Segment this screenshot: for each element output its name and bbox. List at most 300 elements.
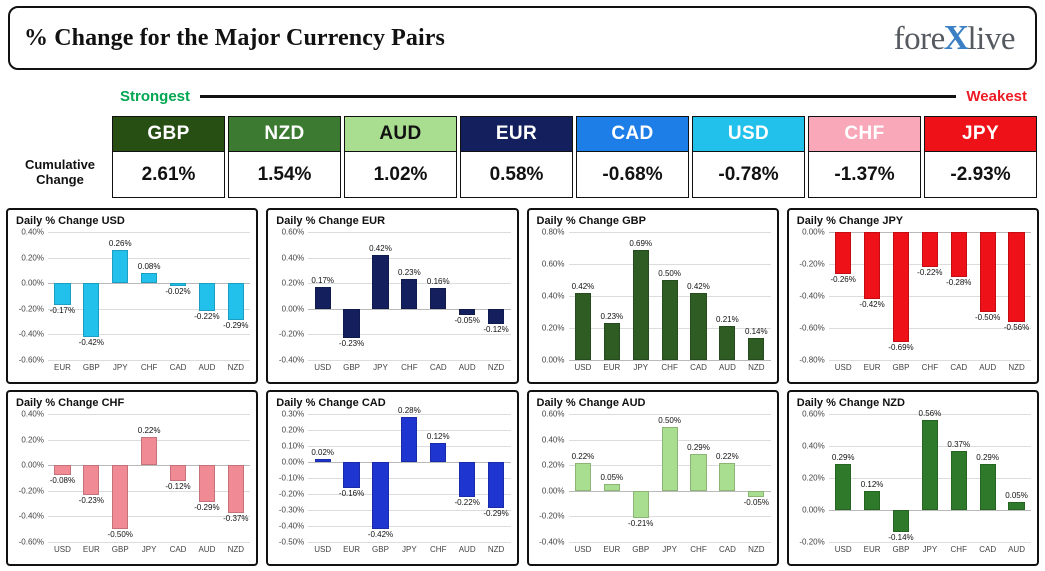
x-tick-label: CHF: [430, 545, 447, 554]
x-axis-labels: [48, 542, 250, 560]
y-tick-label: -0.40%: [278, 355, 305, 365]
y-axis-labels: [533, 227, 567, 365]
x-tick-label: EUR: [54, 363, 71, 372]
bar: [488, 462, 504, 508]
bar-slot: [424, 232, 453, 360]
x-tick-label: CAD: [429, 363, 447, 372]
cumulative-value-chf: -1.37%: [808, 152, 921, 198]
y-tick-label: -0.60%: [18, 537, 44, 547]
bar: [315, 459, 331, 462]
bar-slot: [192, 232, 221, 360]
x-tick-label: JPY: [373, 363, 388, 372]
currency-header-nzd: NZD: [228, 116, 341, 152]
x-tick-label: GBP: [892, 363, 910, 372]
bar: [575, 293, 591, 360]
bar: [141, 437, 157, 465]
x-tick-label: GBP: [111, 545, 129, 554]
bar-slot: [713, 414, 742, 542]
bar-value-label: 0.22%: [571, 451, 595, 461]
y-axis-labels: [533, 409, 567, 547]
bar-value-label: 0.22%: [716, 451, 739, 461]
bar-value-label: -0.50%: [107, 530, 133, 540]
chart-panel-chf: [6, 390, 258, 566]
bar-slot: [915, 232, 944, 360]
bar-value-label: -0.08%: [49, 476, 76, 486]
bar-slot: [655, 414, 684, 542]
y-tick-label: -0.20%: [278, 329, 305, 339]
cumulative-column: [344, 116, 457, 202]
bar-slot: [973, 414, 1002, 542]
bar-value-label: -0.29%: [194, 503, 220, 513]
y-tick-label: -0.40%: [278, 521, 305, 531]
bar: [199, 465, 215, 502]
bar-value-label: 0.21%: [716, 315, 739, 325]
strength-axis-line: [200, 95, 956, 98]
bar-value-label: -0.12%: [483, 325, 509, 335]
y-tick-label: -0.40%: [18, 511, 44, 521]
bar: [199, 283, 215, 311]
forexlive-logo: [894, 18, 1021, 58]
x-axis-labels: [308, 360, 510, 378]
bar-slot: [453, 232, 482, 360]
y-axis-labels: [272, 409, 306, 547]
bar: [228, 465, 244, 512]
bar: [980, 232, 996, 312]
bar-value-label: 0.69%: [629, 238, 653, 248]
x-tick-label: USD: [574, 545, 592, 554]
bar: [980, 464, 996, 510]
bar-value-label: -0.14%: [888, 533, 914, 543]
bar-value-label: 0.42%: [687, 281, 710, 291]
bar: [719, 463, 735, 491]
x-axis-labels: [308, 542, 510, 560]
y-tick-label: 0.20%: [802, 473, 825, 483]
strength-axis: [8, 84, 1037, 108]
bar-value-label: 0.17%: [311, 276, 335, 286]
bar: [372, 255, 388, 309]
x-tick-label: CAD: [979, 545, 997, 554]
x-tick-label: GBP: [343, 363, 361, 372]
bar-value-label: 0.02%: [311, 447, 335, 457]
y-tick-label: -0.30%: [278, 505, 305, 515]
x-tick-label: EUR: [863, 363, 881, 372]
bar-slot: [395, 232, 424, 360]
cumulative-column: [924, 116, 1037, 202]
bar: [430, 288, 446, 308]
y-tick-label: 0.60%: [802, 409, 825, 419]
y-tick-label: 0.20%: [21, 253, 44, 263]
x-tick-label: CHF: [950, 545, 967, 554]
bar-value-label: -0.12%: [165, 481, 191, 491]
bar-value-label: 0.14%: [744, 326, 768, 336]
y-tick-label: -0.60%: [799, 323, 825, 333]
bar-series: [48, 232, 250, 360]
bar: [922, 232, 938, 267]
currency-header-gbp: GBP: [112, 116, 225, 152]
y-tick-label: 0.40%: [281, 253, 305, 263]
x-tick-label: JPY: [141, 545, 157, 554]
bar-value-label: 0.29%: [831, 452, 855, 462]
y-tick-label: 0.60%: [541, 409, 565, 419]
header-banner: [8, 6, 1037, 70]
bar-slot: [829, 232, 858, 360]
bar-value-label: -0.02%: [165, 286, 191, 296]
bar-value-label: 0.05%: [600, 473, 624, 483]
bar: [951, 451, 967, 510]
bar: [343, 462, 359, 488]
bar: [170, 465, 186, 480]
y-tick-label: 0.40%: [21, 227, 44, 237]
bar: [459, 462, 475, 497]
bar: [690, 293, 706, 360]
chart-panel-gbp: [527, 208, 779, 384]
bar-value-label: 0.37%: [947, 439, 971, 449]
bar: [575, 463, 591, 491]
bar-value-label: 0.29%: [976, 452, 999, 462]
bar-slot: [482, 232, 511, 360]
cumulative-value-cad: -0.68%: [576, 152, 689, 198]
x-tick-label: CAD: [718, 545, 736, 554]
y-tick-label: -0.10%: [278, 473, 305, 483]
x-tick-label: CHF: [140, 363, 158, 372]
bar-slot: [655, 232, 684, 360]
y-axis-labels: [793, 409, 827, 547]
bar-value-label: 0.12%: [426, 431, 450, 441]
y-tick-label: 0.40%: [802, 441, 825, 451]
bar-value-label: -0.26%: [830, 274, 856, 284]
y-tick-label: -0.20%: [799, 537, 825, 547]
bar: [835, 232, 851, 274]
bar: [430, 443, 446, 462]
bar: [112, 250, 128, 283]
bar: [1008, 232, 1024, 322]
bar: [922, 420, 938, 510]
chart-title: Daily % Change AUD: [536, 397, 646, 409]
x-tick-label: USD: [834, 545, 852, 554]
bar-value-label: -0.56%: [1003, 322, 1030, 332]
x-tick-label: EUR: [863, 545, 881, 554]
y-tick-label: 0.20%: [281, 278, 305, 288]
x-tick-label: USD: [54, 545, 71, 554]
x-tick-label: CHF: [661, 363, 678, 372]
cumulative-change-table: [8, 116, 1037, 202]
bar-value-label: -0.29%: [223, 321, 249, 331]
cumulative-column: [808, 116, 921, 202]
bar: [893, 510, 909, 532]
bar-slot: [77, 232, 106, 360]
bar-value-label: 0.08%: [137, 261, 161, 271]
bar-value-label: -0.50%: [974, 313, 1001, 322]
y-axis-labels: [793, 227, 827, 365]
bar: [662, 280, 678, 360]
bar-value-label: 0.42%: [369, 244, 392, 254]
bar-slot: [366, 414, 395, 542]
y-tick-label: 0.00%: [21, 278, 44, 288]
bar-value-label: -0.29%: [483, 509, 509, 519]
cumulative-column: [228, 116, 341, 202]
y-axis-labels: [12, 409, 46, 547]
x-tick-label: NZD: [227, 363, 245, 372]
plot-area: [12, 227, 252, 378]
bar: [401, 279, 417, 308]
bar-slot: [569, 232, 598, 360]
bar-slot: [48, 232, 77, 360]
bar-slot: [337, 414, 366, 542]
bar-slot: [742, 414, 771, 542]
cumulative-value-aud: 1.02%: [344, 152, 457, 198]
y-tick-label: 0.80%: [541, 227, 565, 237]
bar-slot: [424, 414, 453, 542]
x-tick-label: JPY: [662, 545, 677, 554]
chart-title: Daily % Change USD: [16, 215, 125, 227]
x-tick-label: EUR: [603, 545, 621, 554]
cumulative-column: [576, 116, 689, 202]
y-tick-label: 0.00%: [281, 457, 305, 467]
bar-value-label: -0.16%: [338, 488, 365, 498]
x-tick-label: CHF: [690, 545, 707, 554]
y-axis-labels: [272, 227, 306, 365]
bar: [401, 417, 417, 462]
bar-slot: [887, 414, 916, 542]
currency-header-chf: CHF: [808, 116, 921, 152]
chart-title: Daily % Change NZD: [796, 397, 905, 409]
x-tick-label: AUD: [458, 545, 476, 554]
bar-value-label: -0.21%: [628, 518, 654, 528]
bar-slot: [858, 414, 887, 542]
x-tick-label: NZD: [487, 545, 505, 554]
bar-slot: [858, 232, 887, 360]
bar: [864, 491, 880, 510]
cumulative-change-row-label: Cumulative Change: [24, 157, 96, 188]
x-tick-label: USD: [834, 363, 852, 372]
bar: [83, 465, 99, 494]
chart-title: Daily % Change JPY: [796, 215, 904, 227]
bar-value-label: 0.23%: [600, 312, 624, 322]
y-tick-label: 0.10%: [281, 441, 305, 451]
bar-series: [308, 232, 510, 360]
x-tick-label: AUD: [718, 363, 736, 372]
plot-area: [533, 227, 773, 378]
bar-value-label: -0.28%: [946, 277, 972, 287]
y-tick-label: -0.20%: [539, 511, 565, 521]
bar-value-label: -0.22%: [194, 312, 220, 322]
chart-panel-eur: [266, 208, 518, 384]
weakest-label: Weakest: [966, 87, 1027, 105]
x-tick-label: GBP: [82, 363, 100, 372]
bars-area: [48, 414, 250, 542]
y-tick-label: -0.40%: [18, 329, 44, 339]
x-axis-labels: [829, 542, 1031, 560]
bars-area: [308, 232, 510, 360]
strongest-label: Strongest: [120, 87, 191, 105]
bar-series: [829, 409, 1031, 543]
y-tick-label: 0.40%: [541, 435, 565, 445]
cumulative-value-jpy: -2.93%: [924, 152, 1037, 198]
bar-value-label: -0.42%: [78, 337, 105, 347]
bar: [633, 250, 649, 360]
bar-slot: [308, 232, 337, 360]
chart-panel-jpy: [787, 208, 1039, 384]
plot-area: [793, 227, 1033, 378]
bar-slot: [164, 414, 193, 542]
x-tick-label: USD: [314, 363, 332, 372]
bar-slot: [684, 232, 713, 360]
bar-slot: [453, 414, 482, 542]
bar-value-label: -0.05%: [743, 498, 769, 508]
y-tick-label: 0.00%: [541, 486, 565, 496]
bar-slot: [684, 414, 713, 542]
x-tick-label: NZD: [748, 363, 765, 372]
logo-text-post: live: [967, 21, 1015, 57]
chart-title: Daily % Change CHF: [16, 397, 125, 409]
bar-slot: [713, 232, 742, 360]
y-tick-label: 0.20%: [281, 425, 305, 435]
bar-slot: [597, 232, 626, 360]
currency-header-cad: CAD: [576, 116, 689, 152]
bars-area: [308, 406, 510, 542]
bar-value-label: 0.26%: [108, 238, 132, 248]
bar-value-label: 0.50%: [658, 415, 681, 425]
y-tick-label: 0.00%: [802, 227, 825, 237]
plot-area: [272, 227, 512, 378]
y-tick-label: 0.00%: [541, 355, 565, 365]
chart-panel-nzd: [787, 390, 1039, 566]
currency-header-usd: USD: [692, 116, 805, 152]
bar-slot: [1002, 414, 1031, 542]
bar-value-label: 0.12%: [860, 479, 884, 489]
y-tick-label: -0.50%: [278, 537, 305, 547]
bar-slot: [366, 232, 395, 360]
x-axis-labels: [569, 360, 771, 378]
bar-slot: [135, 232, 164, 360]
chart-grid: [6, 208, 1039, 566]
bar-value-label: 0.16%: [426, 277, 450, 287]
bar-value-label: 0.23%: [398, 268, 421, 278]
y-tick-label: -0.20%: [799, 259, 825, 269]
y-tick-label: 0.00%: [802, 505, 825, 515]
bar: [604, 484, 620, 490]
bar-value-label: -0.22%: [917, 268, 943, 278]
bar: [662, 427, 678, 491]
bar-slot: [48, 414, 77, 542]
bar: [1008, 502, 1024, 510]
x-tick-label: JPY: [112, 363, 128, 372]
bar-slot: [1002, 232, 1031, 360]
y-axis-labels: [12, 227, 46, 365]
bar-slot: [944, 232, 973, 360]
bar-series: [48, 414, 250, 542]
bar-value-label: 0.50%: [658, 269, 681, 278]
bar: [54, 465, 70, 475]
x-tick-label: CAD: [690, 363, 707, 372]
x-tick-label: USD: [314, 545, 332, 554]
y-tick-label: 0.40%: [541, 291, 565, 301]
x-tick-label: CAD: [169, 363, 187, 372]
bar: [228, 283, 244, 320]
bar-slot: [192, 414, 221, 542]
bar-value-label: -0.23%: [78, 495, 105, 505]
bar: [170, 283, 186, 286]
x-tick-label: NZD: [227, 545, 245, 554]
bar-value-label: -0.05%: [454, 316, 480, 326]
bar-slot: [915, 409, 944, 542]
bar-slot: [597, 414, 626, 542]
page-title: % Change for the Major Currency Pairs: [24, 24, 445, 51]
bar-slot: [221, 414, 250, 542]
bar: [112, 465, 128, 529]
cumulative-value-usd: -0.78%: [692, 152, 805, 198]
logo-text-pre: fore: [893, 21, 945, 57]
bar: [690, 454, 706, 491]
y-tick-label: 0.20%: [541, 460, 565, 470]
plot-area: [533, 409, 773, 560]
bar-series: [569, 232, 771, 360]
bar-slot: [944, 414, 973, 542]
x-tick-label: CHF: [921, 363, 939, 372]
x-tick-label: EUR: [82, 545, 100, 554]
bar: [719, 326, 735, 360]
currency-header-aud: AUD: [344, 116, 457, 152]
y-tick-label: 0.60%: [541, 259, 565, 269]
bar-value-label: 0.42%: [571, 281, 595, 291]
y-tick-label: -0.40%: [539, 537, 565, 547]
bars-area: [48, 232, 250, 360]
chart-title: Daily % Change EUR: [276, 215, 386, 227]
y-tick-label: -0.40%: [799, 291, 825, 301]
bar: [951, 232, 967, 277]
bar-slot: [308, 414, 337, 542]
x-tick-label: JPY: [633, 363, 649, 372]
y-tick-label: -0.60%: [18, 355, 44, 365]
chart-panel-aud: [527, 390, 779, 566]
bar-value-label: 0.05%: [1005, 491, 1028, 500]
y-tick-label: -0.20%: [18, 304, 44, 314]
cumulative-value-gbp: 2.61%: [112, 152, 225, 198]
x-tick-label: JPY: [402, 545, 417, 554]
bar: [488, 309, 504, 324]
bar-value-label: -0.22%: [454, 498, 480, 508]
bar-slot: [973, 232, 1002, 360]
cumulative-value-nzd: 1.54%: [228, 152, 341, 198]
x-tick-label: CAD: [169, 545, 187, 554]
y-tick-label: 0.00%: [21, 460, 44, 470]
bar: [459, 309, 475, 315]
x-tick-label: EUR: [343, 545, 361, 554]
y-tick-label: -0.20%: [278, 489, 305, 499]
logo-x-mark: X: [943, 18, 969, 57]
bar-series: [569, 414, 771, 542]
bar: [748, 491, 764, 497]
bar: [748, 338, 764, 360]
bar: [83, 283, 99, 337]
x-tick-label: AUD: [198, 545, 216, 554]
x-tick-label: CHF: [401, 363, 418, 372]
currency-header-eur: EUR: [460, 116, 573, 152]
x-tick-label: GBP: [892, 545, 910, 554]
x-tick-label: EUR: [603, 363, 621, 372]
x-tick-label: NZD: [487, 363, 505, 372]
x-axis-labels: [48, 360, 250, 378]
bar-slot: [221, 232, 250, 360]
bar-value-label: 0.22%: [137, 426, 161, 436]
y-tick-label: 0.00%: [281, 304, 305, 314]
y-tick-label: 0.30%: [281, 409, 305, 419]
bar-slot: [337, 232, 366, 360]
bars-area: [569, 232, 771, 360]
bar-series: [308, 406, 510, 542]
bar-slot: [135, 414, 164, 542]
bar-value-label: -0.17%: [49, 305, 76, 315]
